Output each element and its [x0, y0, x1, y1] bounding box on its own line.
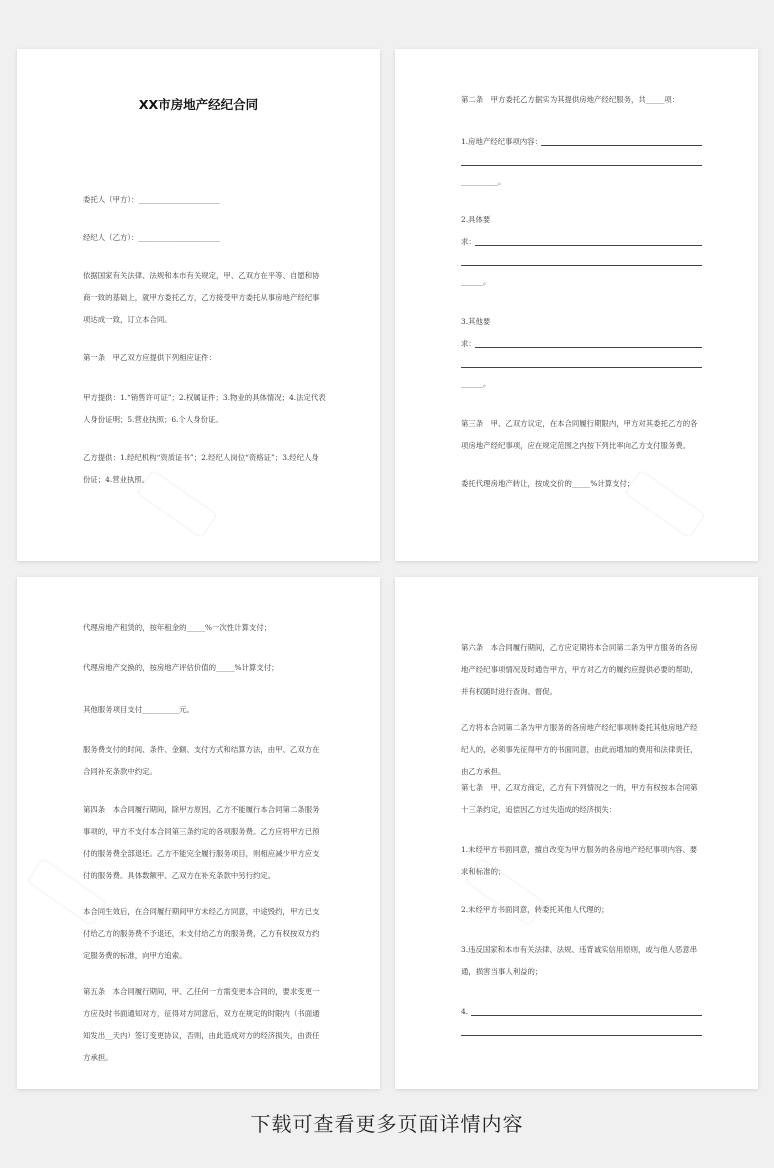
broker-line: 经纪人（乙方）：______________________ [83, 233, 220, 242]
client-line: 委托人（甲方）：______________________ [83, 195, 220, 204]
item2-cont: 求： [461, 237, 476, 246]
document-page-4 [395, 577, 758, 1089]
rent-fee-line: 代理房地产租赁的，按年租金的_____%一次性计算支付； [83, 623, 272, 632]
item2-end: ______。 [461, 277, 491, 286]
article4-paragraph: 第四条 本合同履行期间，除甲方原因，乙方不能履行本合同第二条服务事项的，甲方不支付本合同第三条约定的各项服务费。乙方应将甲方已预付的服务费全部退还。乙方不能完全履行服务项目，则相应减少甲方应支付的服务费。具体数额甲、乙双方在补充条款中另行约定。 [83, 805, 320, 880]
article6-paragraph: 第六条 本合同履行期间，乙方应定期将本合同第二条为甲方服务的各房地产经纪事项情况及时通告甲方，甲方对乙方的履约应提供必要的帮助，并有权随时进行查询、督促。 [461, 643, 698, 696]
article2-heading: 第二条 甲方委托乙方据实为其提供房地产经纪服务，共_____项： [461, 95, 680, 104]
exchange-fee-line: 代理房地产交换的，按房地产评估价值的_____%计算支付； [83, 663, 279, 672]
effective-paragraph: 本合同生效后，在合同履行期间甲方未经乙方同意，中途毁约，甲方已支付给乙方的服务费不予退还，未支付给乙方的服务费，乙方有权按双方约定服务费的标准，向甲方追索。 [83, 907, 320, 960]
item1-label: 1.房地产经纪事项内容： [461, 137, 542, 146]
clause-2: 2.未经甲方书面同意，转委托其他人代理的； [461, 905, 609, 914]
download-caption[interactable]: 下载可查看更多页面详情内容 [250, 1112, 524, 1136]
document-title: XX市房地产经纪合同 [138, 97, 259, 112]
article1-heading: 第一条 甲乙双方应提供下列相应证件： [83, 353, 217, 362]
document-page-1 [17, 49, 380, 561]
article5-paragraph: 第五条 本合同履行期间，甲、乙任何一方需变更本合同的，要求变更一方应及时书面通知对方，征得对方同意后，双方在规定的时限内（书面通知发出__天内）签订变更协议，否则，由此造成对方的经济损失，由责任方承担。 [83, 987, 320, 1062]
fill-line [475, 245, 702, 246]
item1-end: __________。 [461, 177, 506, 186]
clause-3: 3.违反国家和本市有关法律、法规、违背诚实信用原则，或与他人恶意串通，损害当事人利益的； [461, 945, 698, 976]
party-b-documents: 乙方提供：1.经纪机构“资质证书”；2.经纪人岗位“资格证”；3.经纪人身份证；4.营业执照。 [83, 453, 319, 484]
payment-terms-paragraph: 服务费支付的时间、条件、金额、支付方式和结算方法，由甲、乙双方在合同补充条款中约定。 [83, 745, 320, 776]
item2-label: 2.具体要 [461, 215, 491, 224]
article3-paragraph: 第三条 甲、乙双方议定，在本合同履行期限内，甲方对其委托乙方的各项房地产经纪事项，应在规定范围之内按下列比率向乙方支付服务费。 [461, 419, 698, 450]
fill-line [461, 1035, 702, 1036]
item3-label: 3.其他要 [461, 317, 491, 326]
transfer-paragraph: 乙方将本合同第二条为甲方服务的各房地产经纪事项转委托其他房地产经纪人的，必须事先征得甲方的书面同意，由此而增加的费用和法律责任，由乙方承担。 [461, 723, 698, 776]
fill-line [541, 145, 702, 146]
item3-end: ______。 [461, 379, 491, 388]
clause-4: 4. [461, 1007, 469, 1016]
fill-line [475, 347, 702, 348]
document-page-3 [17, 577, 380, 1089]
fill-line [461, 265, 702, 266]
intro-paragraph: 依据国家有关法律、法规和本市有关规定，甲、乙双方在平等、自愿和协商一致的基础上，就甲方委托乙方，乙方接受甲方委托从事房地产经纪事项达成一致，订立本合同。 [83, 271, 320, 324]
party-a-documents: 甲方提供：1.“销售许可证”；2.权属证件；3.物业的具体情况；4.法定代表人身份证明；5.营业执照；6.个人身份证。 [83, 393, 326, 424]
article7-paragraph: 第七条 甲、乙双方商定，乙方有下列情况之一的，甲方有权按本合同第十三条约定，追偿因乙方过失造成的经济损失： [461, 783, 698, 814]
fill-line [461, 367, 702, 368]
other-fee-line: 其他服务项目支付__________元。 [83, 705, 194, 714]
item3-cont: 求： [461, 339, 476, 348]
fill-line [461, 165, 702, 166]
fill-line [471, 1015, 702, 1016]
document-page-2 [395, 49, 758, 561]
clause-1: 1.未经甲方书面同意，擅自改变为甲方服务的各房地产经纪事项内容、要求和标准的； [461, 845, 698, 876]
sale-fee-line: 委托代理房地产转让，按成交价的_____%计算支付； [461, 479, 635, 488]
